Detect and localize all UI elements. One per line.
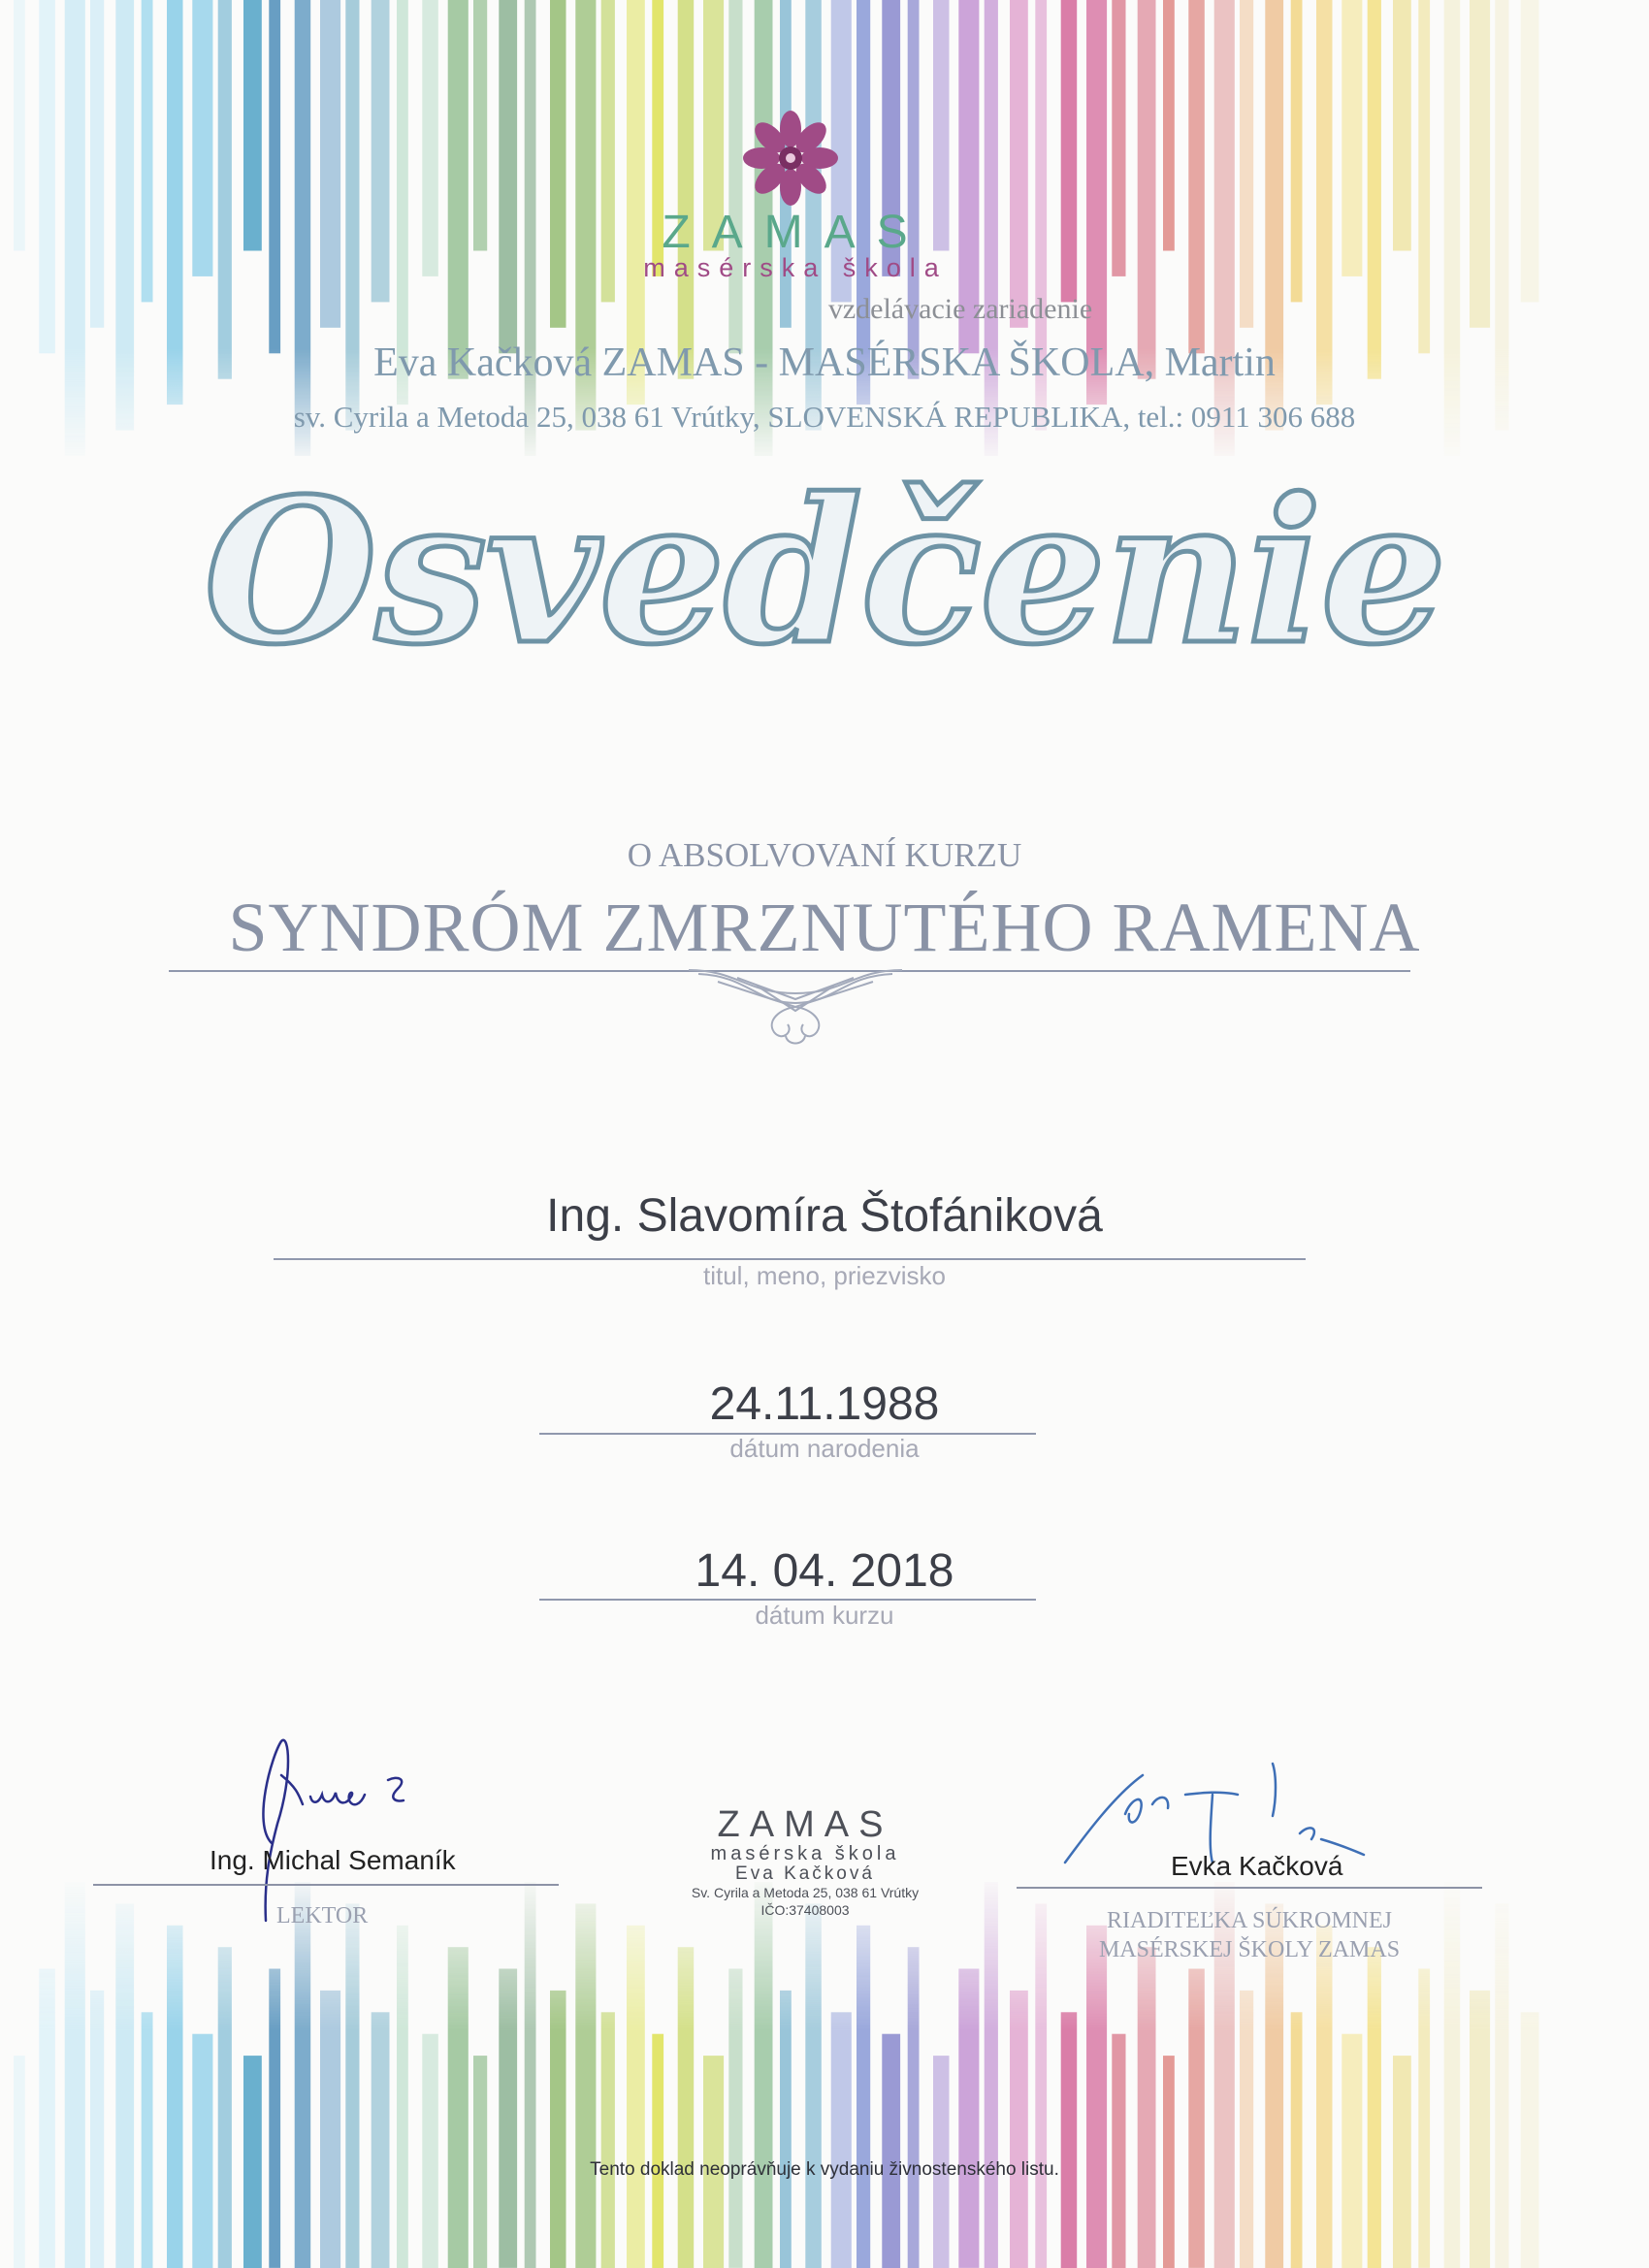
rainbow-bar	[90, 1991, 104, 2268]
course-date: 14. 04. 2018	[695, 1545, 954, 1597]
rainbow-bar	[805, 1903, 822, 2268]
birth-date-caption: dátum narodenia	[729, 1434, 920, 1463]
rainbow-bar	[142, 0, 153, 302]
stamp-line1: masérska škola	[710, 1843, 900, 1864]
lecturer-name: Ing. Michal Semaník	[210, 1845, 456, 1875]
holder-name: Ing. Slavomíra Štofániková	[546, 1190, 1103, 1242]
rainbow-bar	[550, 0, 566, 328]
rainbow-bar	[1521, 2012, 1539, 2268]
rainbow-bar	[831, 2012, 852, 2268]
rainbow-bar	[525, 1882, 536, 2268]
stamp-line2: Eva Kačková	[735, 1863, 875, 1884]
rainbow-bar	[1393, 0, 1411, 251]
rainbow-bar	[575, 1903, 596, 2268]
rainbow-bar	[1010, 0, 1028, 328]
rainbow-bar	[1240, 0, 1253, 328]
rainbow-bar	[192, 0, 212, 276]
rainbow-bar	[345, 1903, 359, 2268]
rainbow-bar	[65, 1882, 85, 2268]
footnote: Tento doklad neoprávňuje k vydaniu živnostenského listu.	[590, 2159, 1059, 2180]
rainbow-bar	[755, 1882, 773, 2268]
rainbow-bar	[295, 1882, 311, 2268]
rainbow-bar	[422, 0, 438, 276]
rainbow-bar	[627, 1926, 645, 2268]
rainbow-bar	[1138, 1947, 1156, 2268]
rainbow-bar	[65, 0, 85, 456]
rainbow-bar	[652, 2034, 663, 2268]
institution-type: vzdelávacie zariadenie	[827, 293, 1093, 325]
rainbow-bar	[397, 1926, 408, 2268]
flower-logo-icon	[737, 105, 844, 211]
rainbow-bar	[39, 1969, 55, 2268]
rainbow-bar	[1086, 1926, 1107, 2268]
rainbow-bar	[1061, 2012, 1078, 2268]
rainbow-bar	[115, 1903, 134, 2268]
rainbow-bar	[958, 1969, 979, 2268]
name-underline	[274, 1258, 1306, 1260]
institution-name: Eva Kačková ZAMAS - MASÉRSKA ŠKOLA, Martin	[373, 340, 1276, 385]
rainbow-bar	[243, 0, 262, 251]
rainbow-bar	[1495, 1903, 1508, 2268]
rainbow-bar	[372, 0, 390, 302]
rainbow-bar	[142, 2012, 153, 2268]
director-sign-line	[1017, 1887, 1482, 1889]
course-name: SYNDRÓM ZMRZNUTÉHO RAMENA	[228, 889, 1421, 966]
rainbow-bar	[1418, 1969, 1430, 2268]
director-name: Evka Kačková	[1171, 1851, 1343, 1881]
rainbow-bar	[1010, 1991, 1028, 2268]
school-stamp	[621, 1806, 989, 1919]
rainbow-bar	[448, 1947, 469, 2268]
director-role-line1: RIADITEĽKA SÚKROMNEJ	[1107, 1908, 1392, 1933]
rainbow-bar	[422, 2034, 438, 2268]
rainbow-bar	[1240, 1991, 1253, 2268]
rainbow-bar	[1342, 2034, 1362, 2268]
rainbow-bar	[857, 1926, 870, 2268]
lecturer-signature-icon	[242, 1736, 475, 1930]
rainbow-bar	[780, 1991, 792, 2268]
rainbow-bar	[1291, 2012, 1303, 2268]
rainbow-bar	[1112, 2034, 1125, 2268]
rainbow-bar	[1368, 1947, 1381, 2268]
lecturer-role: LEKTOR	[276, 1903, 369, 1928]
rainbow-bar	[473, 0, 487, 251]
rainbow-bar	[728, 1969, 742, 2268]
rainbow-bar	[1470, 1991, 1490, 2268]
rainbow-bar	[90, 0, 104, 328]
rainbow-bar	[1521, 0, 1539, 302]
rainbow-bar	[499, 1969, 517, 2268]
rainbow-bar	[1112, 0, 1125, 276]
rainbow-bar	[1188, 1969, 1205, 2268]
rainbow-bar	[1342, 0, 1362, 276]
rainbow-bar	[1291, 0, 1303, 302]
stamp-line3: Sv. Cyrila a Metoda 25, 038 61 Vrútky	[691, 1885, 920, 1900]
rainbow-bar	[985, 1882, 998, 2268]
lecturer-sign-line	[93, 1884, 559, 1886]
rainbow-bar	[372, 2012, 390, 2268]
rainbow-bar	[1163, 0, 1175, 251]
rainbow-bar	[1470, 0, 1490, 328]
rainbow-bar	[908, 1947, 920, 2268]
institution-address: sv. Cyrila a Metoda 25, 038 61 Vrútky, SLOVENSKÁ REPUBLIKA, tel.: 0911 306 688	[293, 400, 1356, 434]
rainbow-bar	[295, 0, 311, 456]
rainbow-bar	[601, 0, 615, 302]
stamp-line4: IČO:37408003	[760, 1902, 850, 1918]
course-prefix: O ABSOLVOVANÍ KURZU	[627, 836, 1022, 874]
rainbow-bar	[525, 0, 536, 456]
certificate-title: Osvedčenie	[204, 456, 1445, 689]
brand-logo	[640, 206, 951, 283]
rainbow-bar	[1316, 1926, 1333, 2268]
rainbow-bar	[1061, 0, 1078, 302]
rainbow-bar	[167, 1926, 183, 2268]
rainbow-bar	[192, 2034, 212, 2268]
stamp-name: ZAMAS	[717, 1804, 893, 1845]
rainbow-bar	[320, 1991, 340, 2268]
rainbow-bar	[678, 1947, 695, 2268]
rainbow-bar	[269, 1969, 280, 2268]
rainbow-bar	[320, 0, 340, 328]
ornament-flourish-icon	[679, 968, 912, 1048]
name-caption: titul, meno, priezvisko	[703, 1261, 946, 1290]
brand-subtitle: masérska škola	[643, 253, 948, 282]
rainbow-bar	[882, 2034, 900, 2268]
rainbow-bar	[550, 1991, 566, 2268]
birth-date: 24.11.1988	[709, 1378, 940, 1430]
course-date-caption: dátum kurzu	[755, 1601, 894, 1630]
rainbow-bar	[601, 2012, 615, 2268]
brand-name: ZAMAS	[662, 207, 929, 258]
rainbow-bar	[218, 1947, 232, 2268]
rainbow-bar	[1214, 0, 1235, 456]
rainbow-bar	[14, 0, 25, 251]
rainbow-bar	[1444, 0, 1461, 456]
director-role	[1017, 1906, 1482, 1964]
director-role-line2: MASÉRSKEJ ŠKOLY ZAMAS	[1098, 1937, 1401, 1962]
rainbow-bar	[985, 0, 998, 456]
